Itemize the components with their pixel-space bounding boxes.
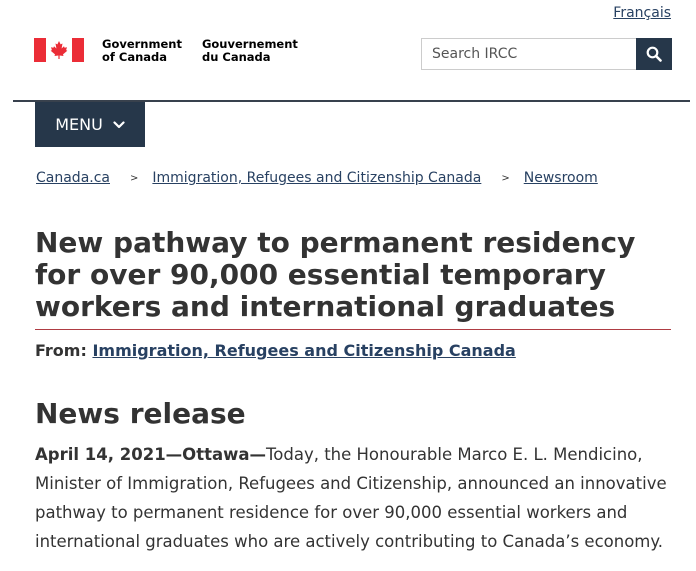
brand-fr-line1: Gouvernement <box>201 37 298 51</box>
brand-wordmark <box>102 38 298 64</box>
breadcrumb-link-newsroom[interactable]: Newsroom <box>523 170 598 186</box>
search-icon <box>646 46 662 62</box>
government-of-canada-signature[interactable] <box>34 38 298 64</box>
search-form <box>421 38 672 70</box>
chevron-down-icon <box>113 121 125 129</box>
search-button[interactable] <box>636 38 672 70</box>
brand-fr-line2: du Canada <box>201 50 271 64</box>
from-line <box>35 341 516 360</box>
menu-label: MENU <box>55 115 103 134</box>
page-title: New pathway to permanent residency for over 90,000 essential temporary workers and international graduates <box>35 227 671 330</box>
breadcrumb-separator-icon: > <box>130 172 139 184</box>
brand-en-line1: Government <box>102 37 182 51</box>
section-heading: News release <box>35 397 246 430</box>
breadcrumb <box>36 170 598 186</box>
from-department-link[interactable]: Immigration, Refugees and Citizenship Canada <box>92 341 516 360</box>
language-toggle-link[interactable]: Français <box>613 5 671 21</box>
brand-en-line2: of Canada <box>102 50 168 64</box>
breadcrumb-link-canada[interactable]: Canada.ca <box>36 170 110 186</box>
breadcrumb-link-ircc[interactable]: Immigration, Refugees and Citizenship Canada <box>152 170 482 186</box>
article-body-text: Today, the Honourable Marco E. L. Mendicino, Minister of Immigration, Refugees and Citizenship, announced an innovative pathway to permanent residence for over 90,000 essential workers and international graduates who are actively contributing to Canada’s economy. <box>35 445 667 551</box>
breadcrumb-separator-icon: > <box>501 172 510 184</box>
menu-button[interactable] <box>35 102 145 147</box>
article-body <box>35 440 675 556</box>
from-label: From: <box>35 341 87 360</box>
search-input[interactable] <box>421 38 636 70</box>
canada-flag-icon <box>34 38 84 62</box>
dateline: April 14, 2021—Ottawa— <box>35 445 266 464</box>
